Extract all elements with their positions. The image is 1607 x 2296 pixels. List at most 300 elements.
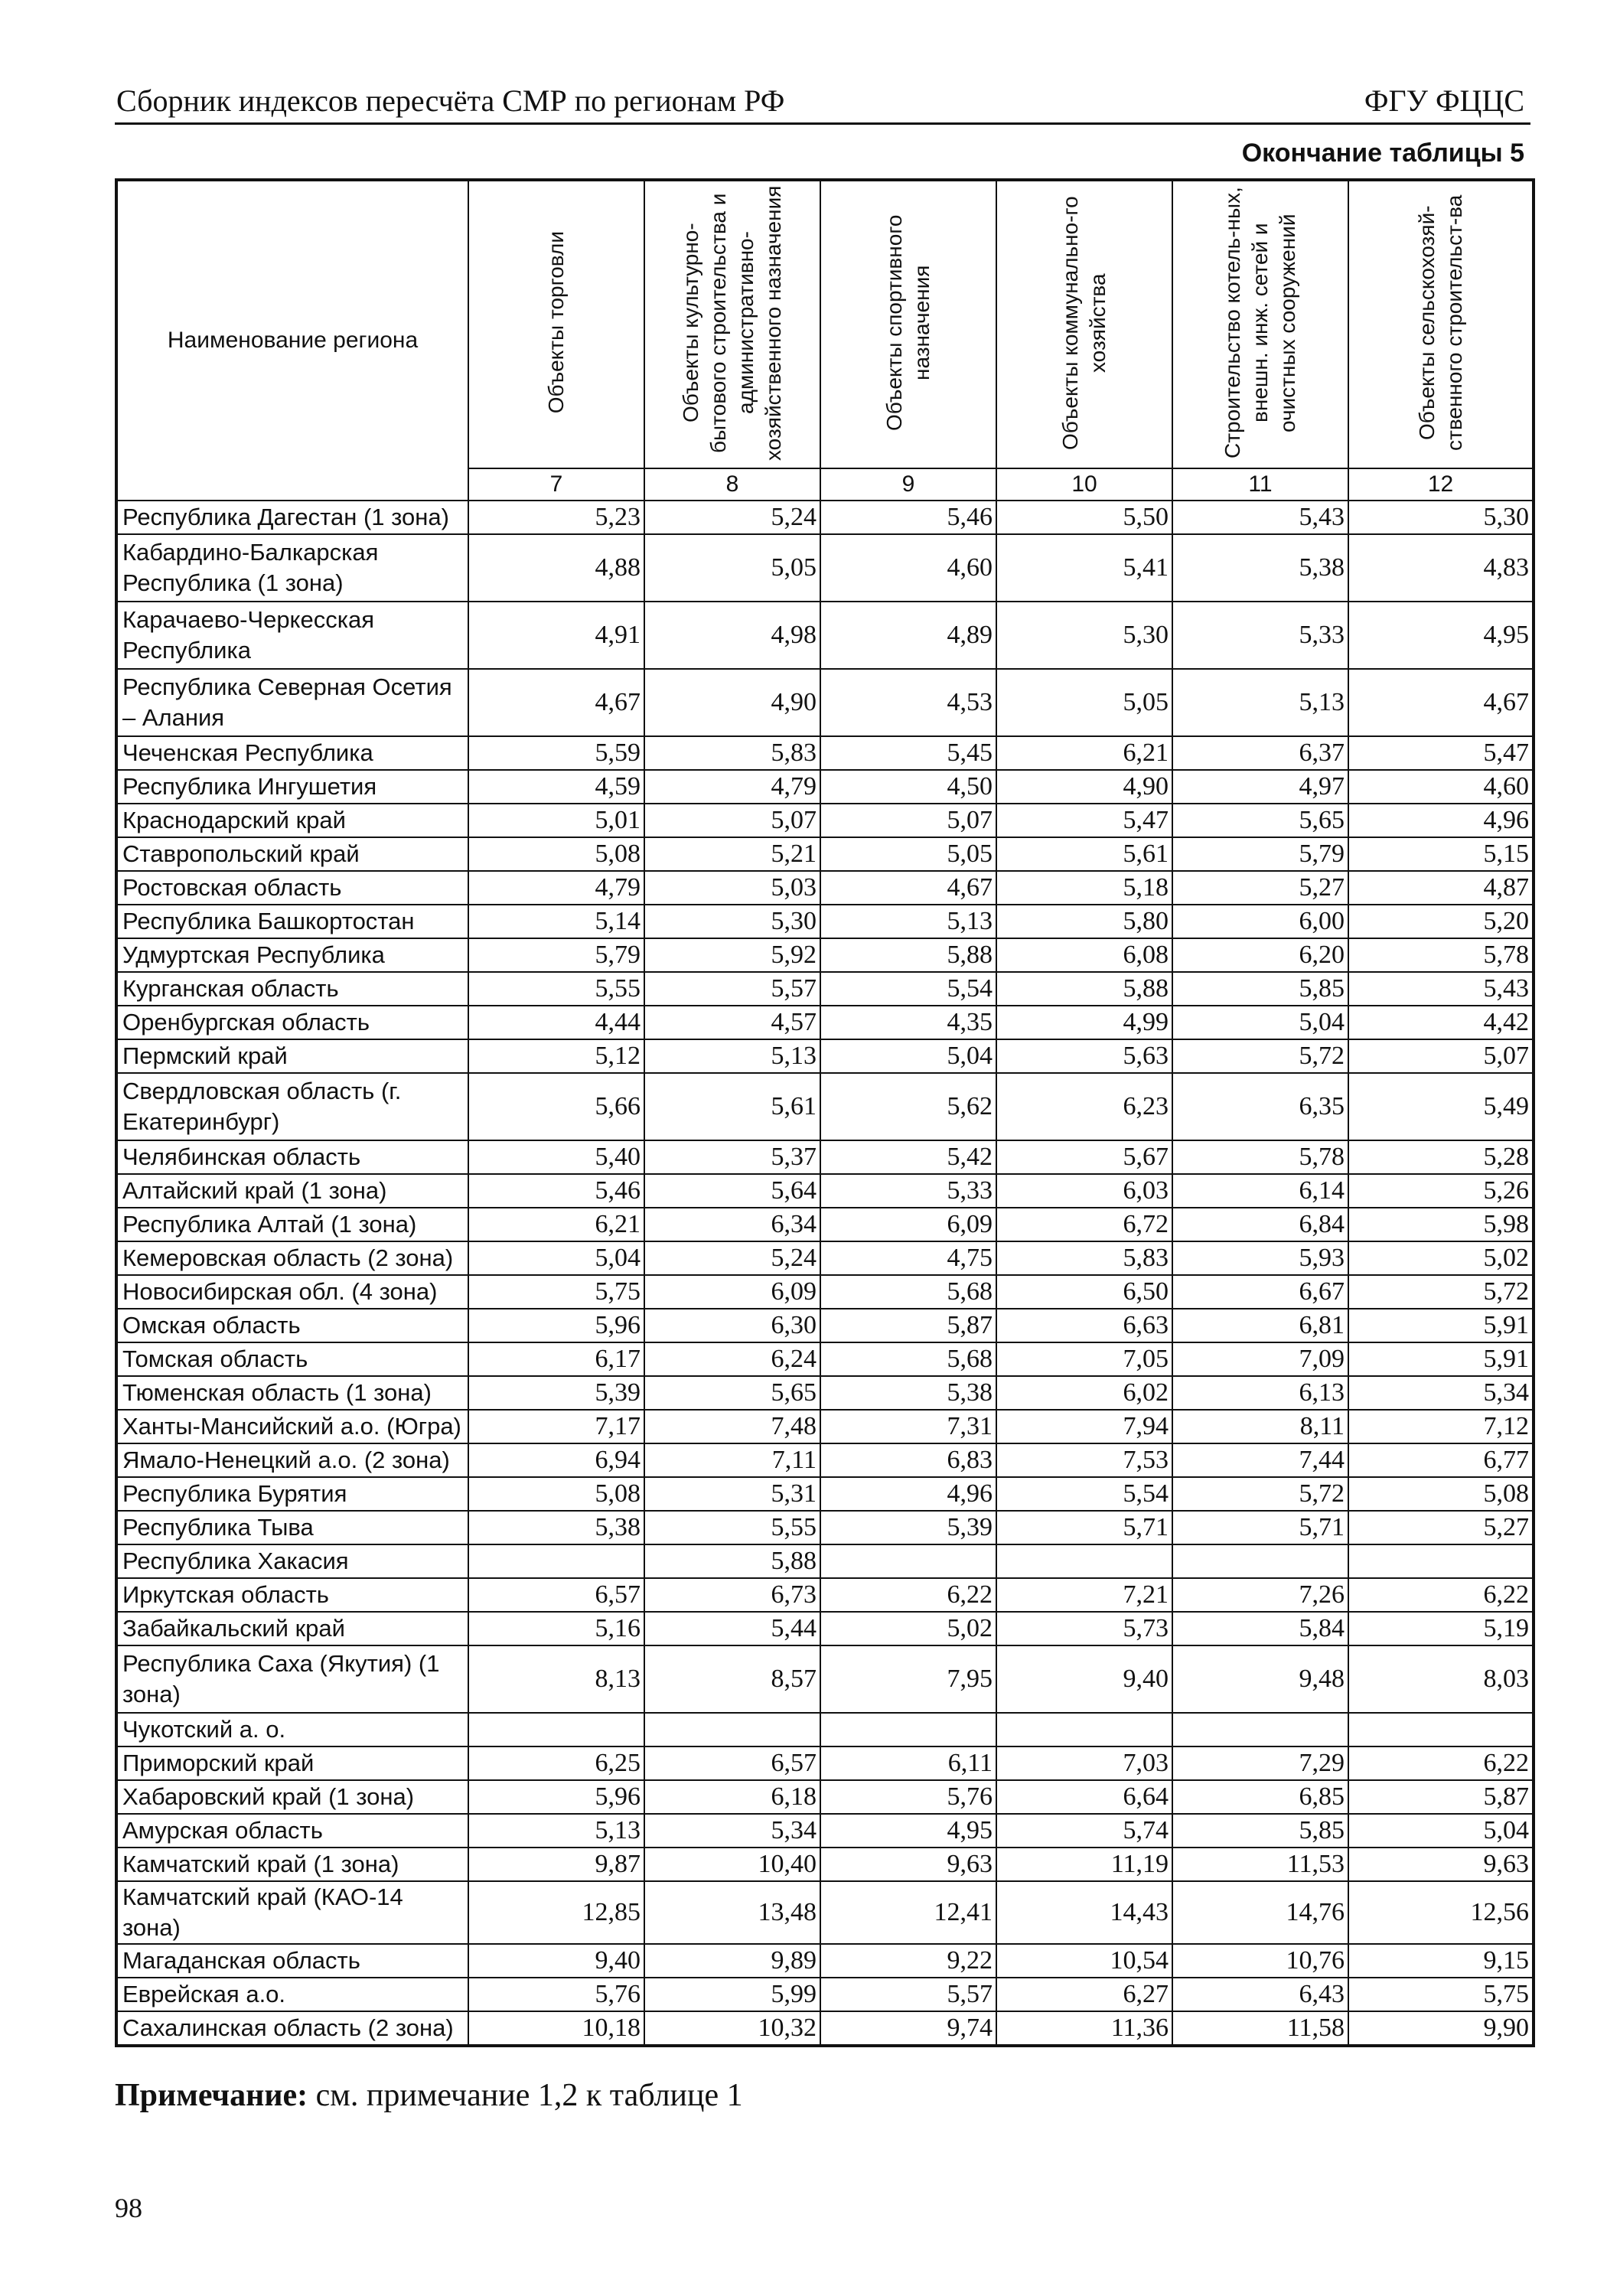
index-value-cell: 5,87 [820, 1309, 996, 1342]
column-number: 12 [1348, 468, 1534, 501]
index-value-cell: 4,95 [1348, 602, 1534, 669]
region-name-cell: Республика Хакасия [116, 1544, 468, 1578]
region-name-cell: Забайкальский край [116, 1612, 468, 1645]
index-value-cell: 10,76 [1172, 1944, 1348, 1978]
index-value-cell: 6,57 [644, 1746, 820, 1780]
index-value-cell [820, 1544, 996, 1578]
running-header-title: Сборник индексов пересчёта СМР по регионам РФ [116, 83, 785, 118]
column-header-label: Объекты сельскохозяй-ственного строительст-ва [1414, 194, 1466, 451]
index-value-cell: 6,22 [1348, 1578, 1534, 1612]
index-value-cell: 8,13 [468, 1645, 644, 1713]
index-value-cell: 5,30 [996, 602, 1172, 669]
running-header-organization: ФГУ ФЦЦС [1364, 83, 1524, 118]
table-row [116, 1612, 1534, 1645]
region-name-cell: Ханты-Мансийский а.о. (Югра) [116, 1410, 468, 1443]
index-value-cell: 6,43 [1172, 1978, 1348, 2011]
column-number: 7 [468, 468, 644, 501]
table-row [116, 602, 1534, 669]
index-value-cell: 5,47 [1348, 736, 1534, 770]
index-value-cell: 11,58 [1172, 2011, 1348, 2046]
index-value-cell: 5,24 [644, 501, 820, 534]
index-value-cell: 4,90 [996, 770, 1172, 804]
index-value-cell: 5,14 [468, 905, 644, 938]
index-value-cell: 6,30 [644, 1309, 820, 1342]
index-value-cell: 4,91 [468, 602, 644, 669]
index-value-cell: 6,83 [820, 1443, 996, 1477]
region-name-cell: Республика Алтай (1 зона) [116, 1208, 468, 1241]
table-row [116, 1410, 1534, 1443]
index-value-cell: 7,11 [644, 1443, 820, 1477]
index-value-cell: 5,07 [820, 804, 996, 837]
index-value-cell: 10,32 [644, 2011, 820, 2046]
region-name-cell: Республика Северная Осетия – Алания [116, 669, 468, 736]
index-value-cell: 5,99 [644, 1978, 820, 2011]
index-value-cell: 10,18 [468, 2011, 644, 2046]
index-value-cell: 5,21 [644, 837, 820, 871]
index-value-cell: 5,31 [644, 1477, 820, 1511]
region-name-cell: Ямало-Ненецкий а.о. (2 зона) [116, 1443, 468, 1477]
index-value-cell: 5,28 [1348, 1140, 1534, 1174]
table-row [116, 1275, 1534, 1309]
index-value-cell: 5,01 [468, 804, 644, 837]
region-name-cell: Камчатский край (КАО-14 зона) [116, 1881, 468, 1944]
page-number: 98 [115, 2193, 142, 2223]
region-name-cell: Челябинская область [116, 1140, 468, 1174]
index-value-cell: 5,96 [468, 1309, 644, 1342]
index-value-cell: 4,67 [1348, 669, 1534, 736]
index-value-cell: 5,61 [996, 837, 1172, 871]
index-value-cell: 5,34 [644, 1814, 820, 1848]
table-row [116, 1208, 1534, 1241]
index-value-cell: 5,18 [996, 871, 1172, 905]
index-value-cell: 7,29 [1172, 1746, 1348, 1780]
index-value-cell: 5,04 [1348, 1814, 1534, 1848]
index-value-cell: 9,40 [468, 1944, 644, 1978]
table-row [116, 837, 1534, 871]
region-column-header: Наименование региона [116, 180, 468, 501]
index-value-cell: 5,45 [820, 736, 996, 770]
table-row [116, 1477, 1534, 1511]
region-name-cell: Свердловская область (г. Екатеринбург) [116, 1073, 468, 1140]
index-value-cell: 5,33 [820, 1174, 996, 1208]
index-value-cell: 6,64 [996, 1780, 1172, 1814]
index-value-cell: 6,81 [1172, 1309, 1348, 1342]
table-row [116, 534, 1534, 602]
index-value-cell: 5,42 [820, 1140, 996, 1174]
table-note [115, 2076, 743, 2115]
index-value-cell: 5,07 [644, 804, 820, 837]
index-value-cell: 5,33 [1172, 602, 1348, 669]
index-value-cell: 7,31 [820, 1410, 996, 1443]
index-value-cell: 7,12 [1348, 1410, 1534, 1443]
index-value-cell: 5,20 [1348, 905, 1534, 938]
index-value-cell: 5,44 [644, 1612, 820, 1645]
index-value-cell: 6,57 [468, 1578, 644, 1612]
index-value-cell: 5,93 [1172, 1241, 1348, 1275]
index-value-cell: 5,55 [644, 1511, 820, 1544]
region-name-cell: Иркутская область [116, 1578, 468, 1612]
index-value-cell: 5,79 [468, 938, 644, 972]
index-value-cell: 4,75 [820, 1241, 996, 1275]
index-value-cell: 5,27 [1348, 1511, 1534, 1544]
index-value-cell: 6,22 [820, 1578, 996, 1612]
index-value-cell: 5,73 [996, 1612, 1172, 1645]
column-header-label: Объекты культурно-бытового строительства и административно-хозяйственного назначения [679, 184, 785, 461]
index-value-cell: 6,23 [996, 1073, 1172, 1140]
index-value-cell: 5,80 [996, 905, 1172, 938]
table-row [116, 1780, 1534, 1814]
index-value-cell: 6,27 [996, 1978, 1172, 2011]
index-value-cell: 7,17 [468, 1410, 644, 1443]
index-value-cell: 4,60 [1348, 770, 1534, 804]
index-value-cell: 9,87 [468, 1848, 644, 1881]
index-value-cell: 8,11 [1172, 1410, 1348, 1443]
index-value-cell: 5,96 [468, 1780, 644, 1814]
index-value-cell: 5,91 [1348, 1309, 1534, 1342]
column-header [1172, 180, 1348, 468]
index-value-cell: 5,38 [1172, 534, 1348, 602]
table-row [116, 1881, 1534, 1944]
table-row [116, 736, 1534, 770]
index-value-cell [1348, 1713, 1534, 1746]
index-value-cell: 14,43 [996, 1881, 1172, 1944]
index-value-cell: 9,15 [1348, 1944, 1534, 1978]
index-value-cell: 7,44 [1172, 1443, 1348, 1477]
index-value-cell: 9,63 [1348, 1848, 1534, 1881]
index-value-cell: 5,15 [1348, 837, 1534, 871]
index-value-cell: 6,18 [644, 1780, 820, 1814]
index-value-cell: 4,98 [644, 602, 820, 669]
index-value-cell: 5,37 [644, 1140, 820, 1174]
index-value-cell: 6,24 [644, 1342, 820, 1376]
table-row [116, 1174, 1534, 1208]
index-value-cell: 4,87 [1348, 871, 1534, 905]
index-value-cell: 6,85 [1172, 1780, 1348, 1814]
index-value-cell: 5,78 [1172, 1140, 1348, 1174]
index-value-cell: 9,63 [820, 1848, 996, 1881]
index-value-cell: 5,03 [644, 871, 820, 905]
index-value-cell: 5,27 [1172, 871, 1348, 905]
region-name-cell: Сахалинская область (2 зона) [116, 2011, 468, 2046]
index-value-cell: 7,09 [1172, 1342, 1348, 1376]
index-value-cell: 7,53 [996, 1443, 1172, 1477]
index-value-cell [996, 1544, 1172, 1578]
table-row [116, 1645, 1534, 1713]
index-value-cell: 5,72 [1172, 1039, 1348, 1073]
region-name-cell: Республика Саха (Якутия) (1 зона) [116, 1645, 468, 1713]
region-name-cell: Удмуртская Республика [116, 938, 468, 972]
index-value-cell: 9,74 [820, 2011, 996, 2046]
index-value-cell: 5,30 [1348, 501, 1534, 534]
region-name-cell: Республика Дагестан (1 зона) [116, 501, 468, 534]
index-value-cell [1172, 1544, 1348, 1578]
index-value-cell: 6,34 [644, 1208, 820, 1241]
index-value-cell: 4,67 [820, 871, 996, 905]
index-value-cell: 5,88 [996, 972, 1172, 1006]
index-value-cell: 6,09 [820, 1208, 996, 1241]
table-row [116, 1713, 1534, 1746]
table-row [116, 1006, 1534, 1039]
region-name-cell: Омская область [116, 1309, 468, 1342]
index-value-cell: 5,23 [468, 501, 644, 534]
header-rule [115, 122, 1530, 125]
index-value-cell: 5,75 [1348, 1978, 1534, 2011]
index-value-cell: 5,67 [996, 1140, 1172, 1174]
column-header-label: Объекты торговли [544, 231, 568, 414]
region-name-cell: Кабардино-Балкарская Республика (1 зона) [116, 534, 468, 602]
index-value-cell: 6,08 [996, 938, 1172, 972]
table-row [116, 1848, 1534, 1881]
index-value-cell: 5,46 [820, 501, 996, 534]
index-value-cell: 5,50 [996, 501, 1172, 534]
region-name-cell: Кемеровская область (2 зона) [116, 1241, 468, 1275]
index-value-cell: 6,13 [1172, 1376, 1348, 1410]
index-value-cell: 5,43 [1348, 972, 1534, 1006]
index-value-cell: 7,21 [996, 1578, 1172, 1612]
index-value-cell [1172, 1713, 1348, 1746]
index-value-cell: 4,99 [996, 1006, 1172, 1039]
index-value-cell: 6,20 [1172, 938, 1348, 972]
index-value-cell: 4,60 [820, 534, 996, 602]
index-value-cell: 5,24 [644, 1241, 820, 1275]
index-value-cell: 8,03 [1348, 1645, 1534, 1713]
index-value-cell: 5,47 [996, 804, 1172, 837]
index-value-cell: 6,63 [996, 1309, 1172, 1342]
index-value-cell: 9,90 [1348, 2011, 1534, 2046]
index-value-cell: 5,02 [820, 1612, 996, 1645]
index-value-cell: 6,84 [1172, 1208, 1348, 1241]
index-value-cell: 5,04 [468, 1241, 644, 1275]
region-name-cell: Томская область [116, 1342, 468, 1376]
table-row [116, 1746, 1534, 1780]
column-number: 10 [996, 468, 1172, 501]
table-row [116, 1039, 1534, 1073]
index-value-cell: 4,83 [1348, 534, 1534, 602]
index-value-cell: 6,03 [996, 1174, 1172, 1208]
index-value-cell: 6,09 [644, 1275, 820, 1309]
index-value-cell: 5,38 [820, 1376, 996, 1410]
column-header-label: Объекты коммунально-го хозяйства [1058, 195, 1110, 450]
region-name-cell: Оренбургская область [116, 1006, 468, 1039]
index-value-cell: 5,16 [468, 1612, 644, 1645]
index-value-cell: 5,19 [1348, 1612, 1534, 1645]
index-value-cell: 5,79 [1172, 837, 1348, 871]
index-value-cell: 5,05 [820, 837, 996, 871]
index-value-cell: 5,08 [468, 837, 644, 871]
table-row [116, 1511, 1534, 1544]
index-value-cell: 5,54 [996, 1477, 1172, 1511]
region-name-cell: Чеченская Республика [116, 736, 468, 770]
table-row [116, 1376, 1534, 1410]
table-row [116, 1309, 1534, 1342]
index-value-cell: 4,35 [820, 1006, 996, 1039]
index-value-cell: 4,90 [644, 669, 820, 736]
table-row [116, 1578, 1534, 1612]
index-value-cell: 5,98 [1348, 1208, 1534, 1241]
index-value-cell: 5,05 [644, 534, 820, 602]
index-value-cell [820, 1713, 996, 1746]
region-name-cell: Краснодарский край [116, 804, 468, 837]
index-value-cell: 13,48 [644, 1881, 820, 1944]
index-value-cell: 4,79 [644, 770, 820, 804]
region-name-cell: Еврейская а.о. [116, 1978, 468, 2011]
table-row [116, 972, 1534, 1006]
index-value-cell: 6,73 [644, 1578, 820, 1612]
index-value-cell: 5,88 [820, 938, 996, 972]
index-value-cell: 6,37 [1172, 736, 1348, 770]
index-value-cell: 5,38 [468, 1511, 644, 1544]
region-name-cell: Чукотский а. о. [116, 1713, 468, 1746]
index-value-cell: 5,08 [1348, 1477, 1534, 1511]
index-value-cell: 6,94 [468, 1443, 644, 1477]
table-row [116, 1342, 1534, 1376]
index-value-cell: 5,72 [1348, 1275, 1534, 1309]
column-header [820, 180, 996, 468]
index-value-cell: 5,74 [996, 1814, 1172, 1848]
index-value-cell: 5,55 [468, 972, 644, 1006]
column-header [468, 180, 644, 468]
index-value-cell: 6,50 [996, 1275, 1172, 1309]
table-body [116, 501, 1534, 2046]
index-value-cell: 5,76 [820, 1780, 996, 1814]
index-value-cell: 8,57 [644, 1645, 820, 1713]
table-row [116, 2011, 1534, 2046]
index-value-cell: 4,67 [468, 669, 644, 736]
index-value-cell [468, 1713, 644, 1746]
index-value-cell: 11,19 [996, 1848, 1172, 1881]
index-value-cell: 5,08 [468, 1477, 644, 1511]
index-value-cell: 5,59 [468, 736, 644, 770]
region-name-cell: Тюменская область (1 зона) [116, 1376, 468, 1410]
index-value-cell: 4,42 [1348, 1006, 1534, 1039]
region-name-cell: Приморский край [116, 1746, 468, 1780]
index-value-cell: 5,05 [996, 669, 1172, 736]
index-value-cell: 9,48 [1172, 1645, 1348, 1713]
index-value-cell: 7,03 [996, 1746, 1172, 1780]
index-value-cell: 6,00 [1172, 905, 1348, 938]
index-value-cell: 5,46 [468, 1174, 644, 1208]
table-row [116, 1443, 1534, 1477]
index-value-cell: 5,85 [1172, 1814, 1348, 1848]
index-value-cell: 12,56 [1348, 1881, 1534, 1944]
index-value-cell: 5,13 [468, 1814, 644, 1848]
region-name-cell: Новосибирская обл. (4 зона) [116, 1275, 468, 1309]
table-row [116, 1241, 1534, 1275]
index-value-cell: 4,95 [820, 1814, 996, 1848]
index-value-cell: 7,26 [1172, 1578, 1348, 1612]
table-caption: Окончание таблицы 5 [1241, 139, 1524, 168]
column-header [644, 180, 820, 468]
table-row [116, 1814, 1534, 1848]
column-number: 11 [1172, 468, 1348, 501]
column-header-label: Строительство котель-ных, внешн. инж. сетей и очистных сооружений [1221, 187, 1299, 458]
index-value-cell: 6,72 [996, 1208, 1172, 1241]
index-value-cell: 5,61 [644, 1073, 820, 1140]
index-value-cell: 14,76 [1172, 1881, 1348, 1944]
note-text: см. примечание 1,2 к таблице 1 [308, 2078, 743, 2113]
index-value-cell: 4,89 [820, 602, 996, 669]
index-value-cell: 6,02 [996, 1376, 1172, 1410]
region-name-cell: Курганская область [116, 972, 468, 1006]
index-value-cell: 4,50 [820, 770, 996, 804]
table-row [116, 804, 1534, 837]
index-value-cell: 5,62 [820, 1073, 996, 1140]
region-name-cell: Алтайский край (1 зона) [116, 1174, 468, 1208]
index-value-cell: 4,53 [820, 669, 996, 736]
index-value-cell: 5,57 [644, 972, 820, 1006]
index-value-cell: 7,95 [820, 1645, 996, 1713]
index-value-cell: 5,72 [1172, 1477, 1348, 1511]
table-row [116, 1944, 1534, 1978]
index-value-cell: 5,04 [1172, 1006, 1348, 1039]
table-row [116, 1140, 1534, 1174]
index-value-cell: 4,57 [644, 1006, 820, 1039]
index-value-cell: 5,04 [820, 1039, 996, 1073]
index-value-cell: 4,88 [468, 534, 644, 602]
index-value-cell: 5,75 [468, 1275, 644, 1309]
index-value-cell: 9,40 [996, 1645, 1172, 1713]
index-value-cell: 5,92 [644, 938, 820, 972]
index-value-cell: 5,26 [1348, 1174, 1534, 1208]
index-value-cell: 7,05 [996, 1342, 1172, 1376]
region-name-cell: Республика Ингушетия [116, 770, 468, 804]
index-value-cell: 6,25 [468, 1746, 644, 1780]
index-value-cell: 5,78 [1348, 938, 1534, 972]
index-value-cell: 11,53 [1172, 1848, 1348, 1881]
index-value-cell [996, 1713, 1172, 1746]
index-value-cell: 4,97 [1172, 770, 1348, 804]
index-value-cell [1348, 1544, 1534, 1578]
index-value-cell: 6,17 [468, 1342, 644, 1376]
index-value-cell: 10,40 [644, 1848, 820, 1881]
index-value-cell: 5,68 [820, 1342, 996, 1376]
index-value-cell: 4,79 [468, 871, 644, 905]
index-value-cell: 12,85 [468, 1881, 644, 1944]
index-value-cell: 5,02 [1348, 1241, 1534, 1275]
region-name-cell: Ставропольский край [116, 837, 468, 871]
table-row [116, 871, 1534, 905]
index-value-cell: 5,57 [820, 1978, 996, 2011]
index-value-cell: 5,65 [644, 1376, 820, 1410]
region-name-cell: Камчатский край (1 зона) [116, 1848, 468, 1881]
index-value-cell: 5,87 [1348, 1780, 1534, 1814]
index-value-cell: 5,63 [996, 1039, 1172, 1073]
index-value-cell: 12,41 [820, 1881, 996, 1944]
column-header-label: Объекты спортивного назначения [882, 214, 934, 431]
region-name-cell: Магаданская область [116, 1944, 468, 1978]
table-row [116, 1544, 1534, 1578]
column-header [996, 180, 1172, 468]
index-value-cell: 5,83 [644, 736, 820, 770]
index-value-cell: 6,14 [1172, 1174, 1348, 1208]
index-value-cell: 5,34 [1348, 1376, 1534, 1410]
region-name-cell: Карачаево-Черкесская Республика [116, 602, 468, 669]
column-header [1348, 180, 1534, 468]
index-value-cell: 5,30 [644, 905, 820, 938]
index-value-cell: 10,54 [996, 1944, 1172, 1978]
region-name-cell: Республика Бурятия [116, 1477, 468, 1511]
index-value-cell: 4,96 [820, 1477, 996, 1511]
index-value-cell: 5,54 [820, 972, 996, 1006]
index-value-cell: 6,77 [1348, 1443, 1534, 1477]
index-value-cell: 6,22 [1348, 1746, 1534, 1780]
index-value-cell: 5,13 [644, 1039, 820, 1073]
index-value-cell: 5,85 [1172, 972, 1348, 1006]
region-name-cell: Республика Тыва [116, 1511, 468, 1544]
index-value-cell: 6,21 [468, 1208, 644, 1241]
index-value-cell: 11,36 [996, 2011, 1172, 2046]
column-number: 9 [820, 468, 996, 501]
